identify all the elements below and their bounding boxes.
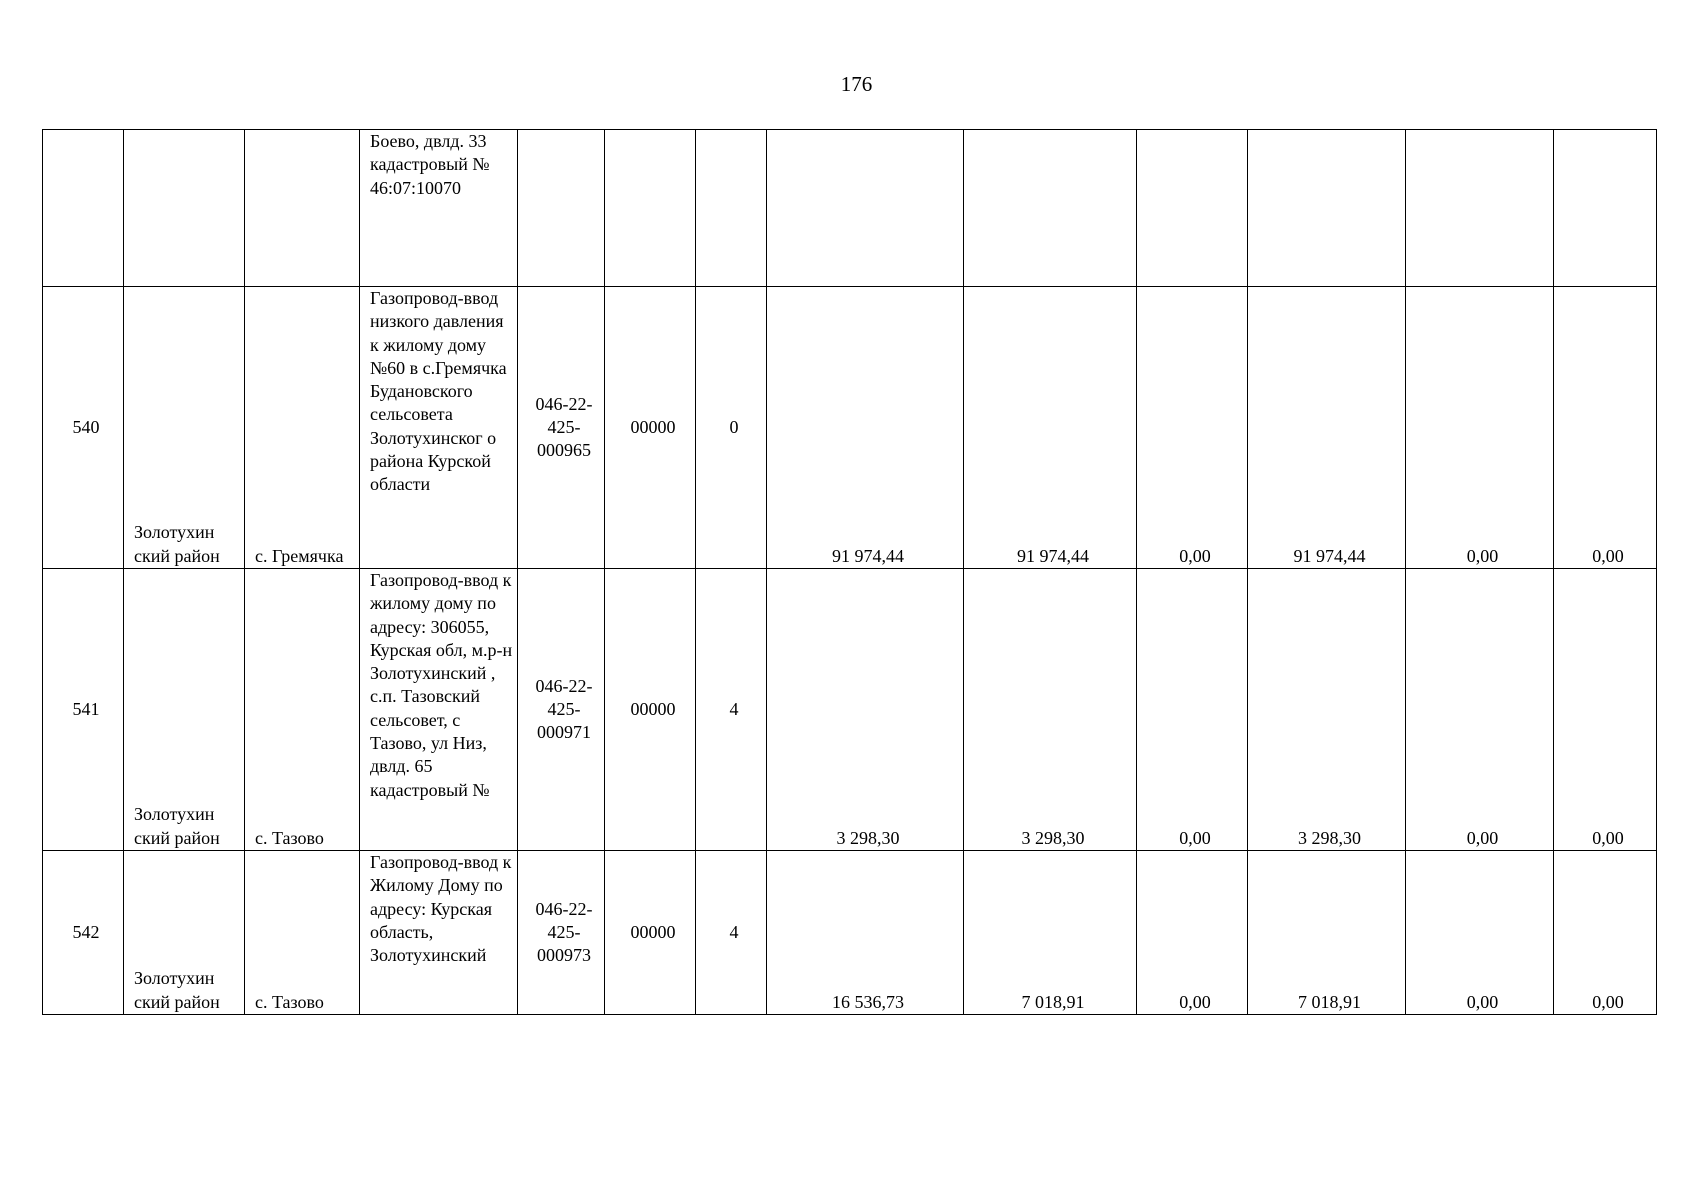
description-cell: Боево, двлд. 33 кадастровый № 46:07:10070 bbox=[360, 130, 518, 287]
value-4-cell: 3 298,30 bbox=[1248, 569, 1406, 851]
value-3-cell: 0,00 bbox=[1137, 851, 1248, 1015]
row-number-cell: 540 bbox=[43, 287, 124, 569]
value-4-cell: 91 974,44 bbox=[1248, 287, 1406, 569]
value-1-cell bbox=[767, 130, 964, 287]
col7-cell: 4 bbox=[696, 851, 767, 1015]
value-1-cell: 16 536,73 bbox=[767, 851, 964, 1015]
row-number-cell: 541 bbox=[43, 569, 124, 851]
value-5-cell: 0,00 bbox=[1406, 287, 1554, 569]
settlement-cell: с. Тазово bbox=[245, 851, 360, 1015]
settlement-cell: с. Гремячка bbox=[245, 287, 360, 569]
value-1-cell: 3 298,30 bbox=[767, 569, 964, 851]
code-cell: 046-22-425-000965 bbox=[518, 287, 605, 569]
table-row bbox=[43, 287, 1657, 569]
value-2-cell bbox=[964, 130, 1137, 287]
value-3-cell: 0,00 bbox=[1137, 287, 1248, 569]
registry-table bbox=[42, 129, 1657, 1015]
district-cell bbox=[124, 130, 245, 287]
value-4-cell: 7 018,91 bbox=[1248, 851, 1406, 1015]
description-cell: Газопровод-ввод к Жилому Дому по адресу: Курская область, Золотухинский bbox=[360, 851, 518, 1015]
description-cell: Газопровод-ввод низкого давления к жилому дому №60 в с.Гремячка Будановского сельсовета Золотухинског о района Курской области bbox=[360, 287, 518, 569]
code-cell: 046-22-425-000973 bbox=[518, 851, 605, 1015]
value-6-cell: 0,00 bbox=[1554, 851, 1657, 1015]
col6-cell: 00000 bbox=[605, 287, 696, 569]
description-cell: Газопровод-ввод к жилому дому по адресу: 306055, Курская обл, м.р-н Золотухинский , с.п. Тазовский сельсовет, с Тазово, ул Низ, двлд. 65 кадастровый № bbox=[360, 569, 518, 851]
value-6-cell bbox=[1554, 130, 1657, 287]
col6-cell: 00000 bbox=[605, 851, 696, 1015]
value-3-cell bbox=[1137, 130, 1248, 287]
col7-cell: 4 bbox=[696, 569, 767, 851]
value-6-cell: 0,00 bbox=[1554, 287, 1657, 569]
value-3-cell: 0,00 bbox=[1137, 569, 1248, 851]
district-cell: Золотухин ский район bbox=[124, 287, 245, 569]
value-2-cell: 3 298,30 bbox=[964, 569, 1137, 851]
value-2-cell: 7 018,91 bbox=[964, 851, 1137, 1015]
col7-cell: 0 bbox=[696, 287, 767, 569]
value-1-cell: 91 974,44 bbox=[767, 287, 964, 569]
district-cell: Золотухин ский район bbox=[124, 569, 245, 851]
row-number-cell: 542 bbox=[43, 851, 124, 1015]
table-row bbox=[43, 569, 1657, 851]
code-cell bbox=[518, 130, 605, 287]
district-cell: Золотухин ский район bbox=[124, 851, 245, 1015]
settlement-cell: с. Тазово bbox=[245, 569, 360, 851]
col7-cell bbox=[696, 130, 767, 287]
value-2-cell: 91 974,44 bbox=[964, 287, 1137, 569]
value-5-cell: 0,00 bbox=[1406, 569, 1554, 851]
value-4-cell bbox=[1248, 130, 1406, 287]
value-6-cell: 0,00 bbox=[1554, 569, 1657, 851]
col6-cell: 00000 bbox=[605, 569, 696, 851]
page-number: 176 bbox=[840, 72, 873, 96]
value-5-cell bbox=[1406, 130, 1554, 287]
col6-cell bbox=[605, 130, 696, 287]
settlement-cell bbox=[245, 130, 360, 287]
table-row bbox=[43, 851, 1657, 1015]
code-cell: 046-22-425-000971 bbox=[518, 569, 605, 851]
value-5-cell: 0,00 bbox=[1406, 851, 1554, 1015]
row-number-cell bbox=[43, 130, 124, 287]
table-row bbox=[43, 130, 1657, 287]
